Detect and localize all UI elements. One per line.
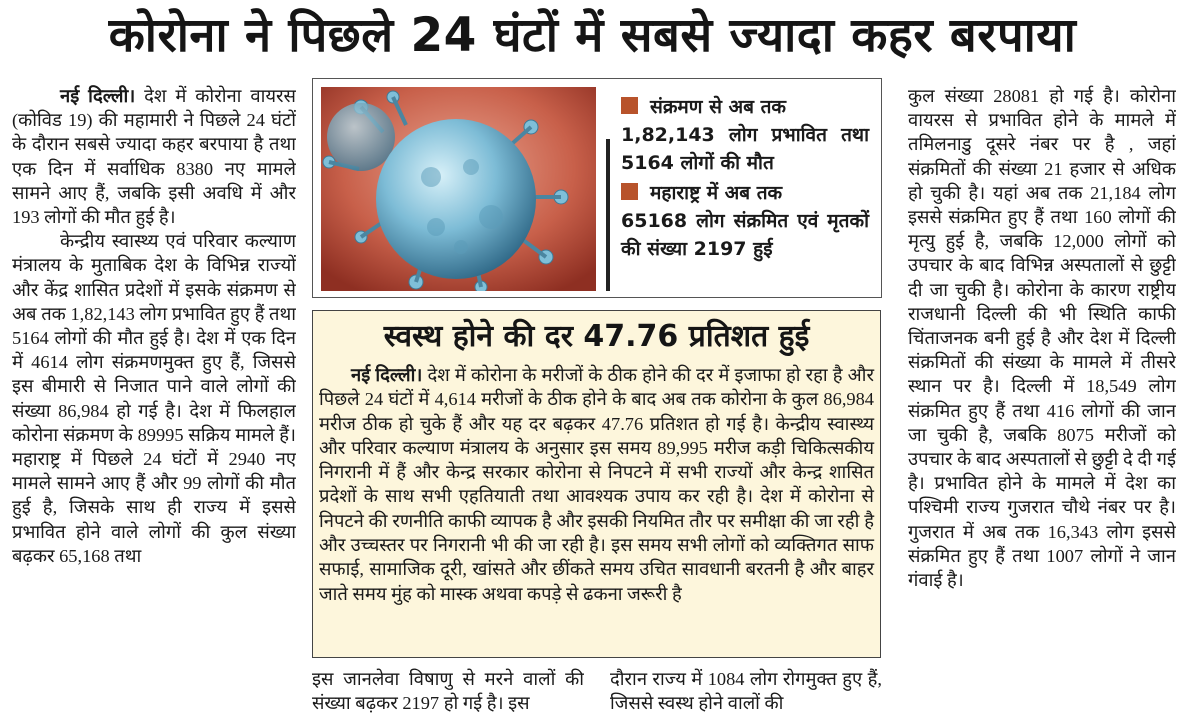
highlight-2-line	[621, 179, 869, 207]
para-2: केन्द्रीय स्वास्थ्य एवं परिवार कल्याण मंत्रालय के मुताबिक देश के विभिन्न राज्यों और केंद्र शासित प्रदेशों में इसके संक्रमण से अब तक 1,82,143 लोग प्रभावित हुए हैं तथा 5164 लोगों की मौत हुई है। देश में एक दिन में 4614 लोग संक्रमणमुक्त हुए हैं, जिससे इस बीमारी से निजात पाने वाले लोगों की संख्या 86,984 हो गई है। देश में फिलहाल कोरोना संक्रमण के 89995 सक्रिय मामले हैं। महाराष्ट्र में पिछले 24 घंटों में 2940 नए मामले सामने आए हैं और 99 लोगों की मौत हुई है, जिसके साथ ही राज्य में इससे प्रभावित होने वाले लोगों की कुल संख्या बढ़कर 65,168 तथा	[12, 231, 296, 566]
right-column: कुल संख्या 28081 हो गई है। कोरोना वायरस से प्रभावित होने के मामले में तमिलनाडु दूसरे नंबर पर है , जहां संक्रमितों की संख्या 21 हजार से अधिक हो चुकी है। यहां अब तक 21,184 लोग इससे संक्रमित हुए हैं तथा 160 लोगों की मृत्यु हुई है, जबकि 12,000 लोगों को उपचार के बाद विभिन्न अस्पतालों से छुट्टी दी जा चुकी है। कोरोना के कारण राष्ट्रीय राजधानी दिल्ली की भी स्थिति काफी चिंताजनक बनी हुई है और देश में दिल्ली संक्रमितों की संख्या के मामले में तीसरे स्थान पर है। दिल्ली में 18,549 लोग संक्रमित हुए हैं तथा 416 लोगों की जान जा चुकी है, जबकि 8075 मरीजों को उपचार के बाद अस्पतालों से छुट्टी दे दी गई है। प्रभावित होने के मामले में देश का पश्चिमी राज्य गुजरात चौथे नंबर पर है। गुजरात में अब तक 16,343 लोग इससे संक्रमित हुए हैं तथा 1007 लोगों ने जान गंवाई है।	[908, 86, 1176, 591]
para-1	[12, 84, 296, 229]
inset-dateline: नई दिल्ली।	[351, 365, 423, 385]
inset-text: देश में कोरोना के मरीजों के ठीक होने की दर में इजाफा हो रहा है और पिछले 24 घंटों में 4,614 मरीजों के ठीक होने के बाद अब तक कोरोना के कुल 86,984 मरीज ठीक हो चुके हैं और यह दर बढ़कर 47.76 प्रतिशत हो गई है। केन्द्रीय स्वास्थ्य और परिवार कल्याण मंत्रालय के अनुसार इस समय 89,995 मरीज कड़ी चिकित्सकीय निगरानी में हैं और केन्द्र सरकार कोरोना से निपटने में सभी राज्यों और केन्द्र शासित प्रदेशों के साथ सभी एहतियाती तथा आवश्यक उपाय कर रही है। देश में कोरोना से निपटने की रणनीति काफी व्यापक है और इसकी नियमित तौर पर समीक्षा की जा रही है और उच्चस्तर पर निगरानी भी की जा रही है। इस समय सभी लोगों को व्यक्तिगत साफ सफाई, सामाजिक दूरी, खांसते और छींकते समय उचित सावधानी बरतनी है और बाहर जाते समय मुंह को मास्क अथवा कपड़े से ढकना जरूरी है	[319, 365, 874, 604]
square-bullet-icon	[621, 97, 638, 114]
para-1-text: देश में कोरोना वायरस (कोविड 19) की महामारी ने पिछले 24 घंटों के दौरान सबसे ज्यादा कहर बरपाया है तथा एक दिन में सर्वाधिक 8380 नए मामले सामने आए हैं, जबकि इसी अवधि में और 193 लोगों की मौत हुई है।	[12, 86, 296, 228]
left-column	[12, 84, 296, 720]
inset-body	[319, 363, 874, 606]
dateline: नई दिल्ली।	[60, 86, 136, 106]
bottom-column-a: इस जानलेवा विषाणु से मरने वालों की संख्या बढ़कर 2197 हो गई है। इस	[312, 669, 584, 714]
highlight-2-rest: 65168 लोग संक्रमित एवं मृतकों की संख्या 2197 हुई	[621, 210, 869, 260]
headline: कोरोना ने पिछले 24 घंटों में सबसे ज्यादा कहर बरपाया	[108, 8, 1077, 63]
inset-box	[312, 310, 881, 658]
inset-title: स्वस्थ होने की दर 47.76 प्रतिशत हुई	[383, 319, 810, 354]
virus-photo	[321, 87, 596, 291]
highlight-1	[621, 93, 869, 177]
photo-box	[312, 78, 882, 298]
square-bullet-icon	[621, 183, 638, 200]
highlight-1-line	[621, 93, 869, 121]
highlight-1-lead: संक्रमण से अब तक	[650, 96, 787, 118]
highlight-2	[621, 179, 869, 263]
highlight-1-rest: 1,82,143 लोग प्रभावित तथा 5164 लोगों की मौत	[621, 124, 869, 174]
bottom-column-b: दौरान राज्य में 1084 लोग रोगमुक्त हुए हैं, जिससे स्वस्थ होने वालों की	[610, 669, 882, 714]
highlight-2-lead: महाराष्ट्र में अब तक	[650, 182, 783, 204]
